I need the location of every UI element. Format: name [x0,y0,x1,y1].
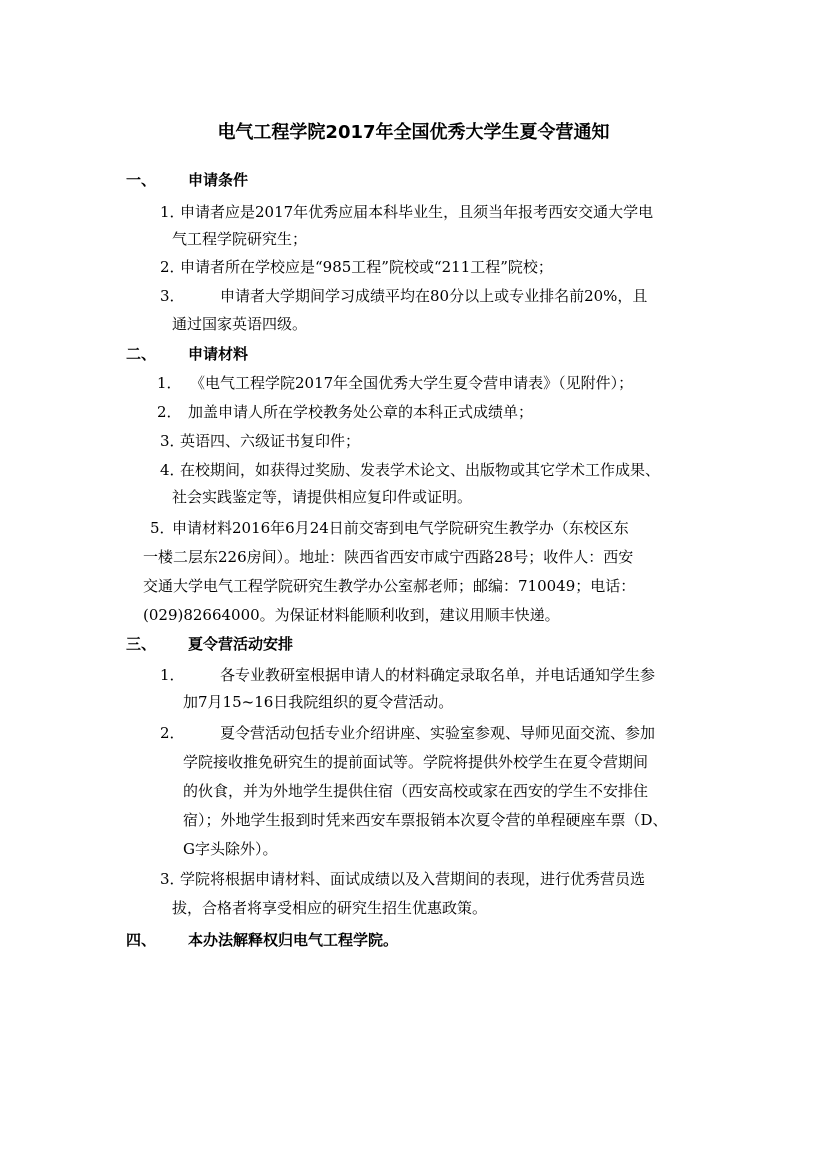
s3-item-1-number: 1． [160,666,185,684]
section-3-heading: 夏令营活动安排 [188,635,294,653]
s3-item-2-line-4: 宿）；外地学生报到时凭来西安车票报销本次夏令营的单程硬座车票（D、 [183,811,668,829]
section-2-heading: 申请材料 [188,345,249,363]
section-1-heading: 申请条件 [188,171,249,189]
section-4-heading: 本办法解释权归电气工程学院。 [188,931,399,949]
s3-item-1-line-2: 加7月15~16日我院组织的夏令营活动。 [183,693,454,711]
s1-item-1-line-2: 气工程学院研究生； [172,230,308,248]
s3-item-1-line-1: 各专业教研室根据申请人的材料确定录取名单，并电话通知学生参 [220,666,656,684]
s2-item-3-line-1: 英语四、六级证书复印件； [180,432,361,450]
s1-item-3-line-2: 通过国家英语四级。 [172,315,308,333]
s3-item-2-line-5: G字头除外）。 [183,840,278,858]
s2-item-5-line-4: (029)82664000。为保证材料能顺利收到，建议用顺丰快递。 [143,606,560,624]
s1-item-2-number: 2． [160,258,185,276]
section-4-number: 四、 [126,931,157,949]
s3-item-2-line-2: 学院接收推免研究生的提前面试等。学院将提供外校学生在夏令营期间 [183,753,649,771]
s2-item-3-number: 3． [160,432,185,450]
s3-item-2-line-3: 的伙食，并为外地学生提供住宿（西安高校或家在西安的学生不安排住 [183,782,649,800]
s3-item-3-line-2: 拔，合格者将享受相应的研究生招生优惠政策。 [172,899,488,917]
s2-item-5-line-3: 交通大学电气工程学院研究生教学办公室郝老师；邮编：710049；电话： [143,577,636,595]
s2-item-2-line-1: 加盖申请人所在学校教务处公章的本科正式成绩单； [188,403,534,421]
s2-item-4-number: 4． [160,461,185,479]
s2-item-5-line-2: 一楼二层东226房间）。地址：陕西省西安市咸宁西路28号；收件人：西安 [143,548,634,566]
s1-item-1-number: 1． [160,203,185,221]
s2-item-1-number: 1． [157,374,182,392]
s1-item-3-line-1: 申请者大学期间学习成绩平均在80分以上或专业排名前20%，且 [220,287,648,305]
section-1-number: 一、 [126,171,157,189]
section-2-number: 二、 [126,345,157,363]
page-title: 电气工程学院2017年全国优秀大学生夏令营通知 [217,122,610,143]
s3-item-3-number: 3． [160,870,185,888]
s2-item-5-number: 5． [150,519,175,537]
s3-item-2-line-1: 夏令营活动包括专业介绍讲座、实验室参观、导师见面交流、参加 [220,724,656,742]
s2-item-2-number: 2． [157,403,182,421]
s1-item-2-line-1: 申请者所在学校应是“985工程”院校或“211工程”院校； [180,258,553,276]
s2-item-1-line-1: 《电气工程学院2017年全国优秀大学生夏令营申请表》（见附件）； [190,374,634,392]
s3-item-2-number: 2． [160,724,185,742]
s3-item-3-line-1: 学院将根据申请材料、面试成绩以及入营期间的表现，进行优秀营员选 [180,870,646,888]
s1-item-3-number: 3． [160,287,185,305]
s1-item-1-line-1: 申请者应是2017年优秀应届本科毕业生，且须当年报考西安交通大学电 [180,203,654,221]
s2-item-4-line-1: 在校期间，如获得过奖励、发表学术论文、出版物或其它学术工作成果、 [180,461,661,479]
section-3-number: 三、 [126,635,157,653]
s2-item-4-line-2: 社会实践鉴定等，请提供相应复印件或证明。 [172,488,473,506]
s2-item-5-line-1: 申请材料2016年6月24日前交寄到电气学院研究生教学办（东校区东 [172,519,629,537]
